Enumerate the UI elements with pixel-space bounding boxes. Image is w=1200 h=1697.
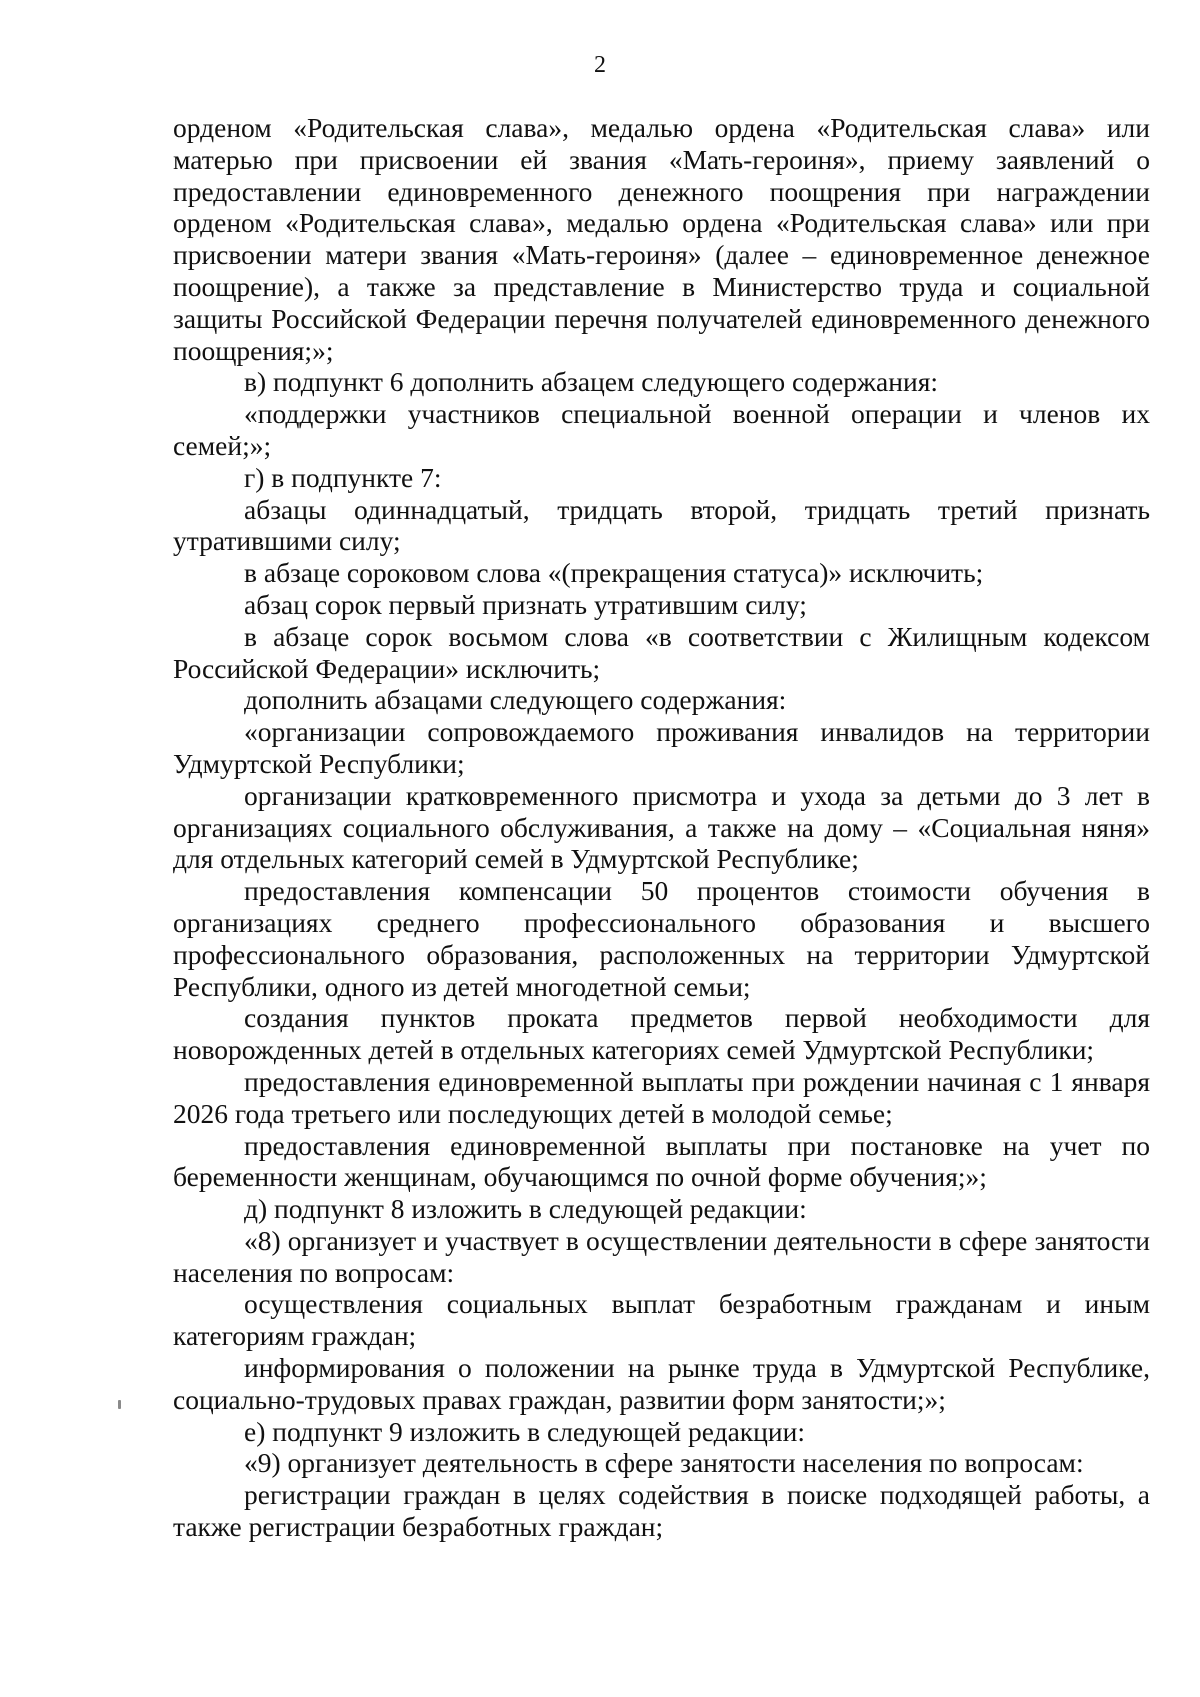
page-number: 2 (594, 52, 606, 78)
paragraph: регистрации граждан в целях содействия в поиске подходящей работы, а также регистрации безработных граждан; (173, 1479, 1150, 1543)
paragraph: создания пунктов проката предметов первой необходимости для новорожденных детей в отдельных категориях семей Удмуртской Республики; (173, 1002, 1150, 1066)
paragraph: орденом «Родительская слава», медалью ордена «Родительская слава» или матерью при присвоении ей звания «Мать-героиня», приему заявлений о предоставлении единовременного денежного поощрения при награждении орденом «Родительская слава», медалью ордена «Родительская слава» или при присвоении матери звания «Мать-героиня» (далее – единовременное денежное поощрение), а также за представление в Министерство труда и социальной защиты Российской Федерации перечня получателей единовременного денежного поощрения;»; (173, 112, 1150, 366)
paragraph: информирования о положении на рынке труда в Удмуртской Республике, социально-трудовых правах граждан, развитии форм занятости;»; (173, 1352, 1150, 1415)
paragraph: е) подпункт 9 изложить в следующей редакции: (244, 1415, 805, 1447)
paragraph: в абзаце сорок восьмом слова «в соответствии с Жилищным кодексом Российской Федерации» исключить; (173, 620, 1150, 684)
paragraph: предоставления единовременной выплаты при рождении начиная с 1 января 2026 года третьего или последующих детей в молодой семье; (173, 1065, 1150, 1129)
paragraph: абзац сорок первый признать утратившим силу; (244, 588, 807, 620)
paragraph: в) подпункт 6 дополнить абзацем следующего содержания: (244, 366, 938, 398)
paragraph: предоставления компенсации 50 процентов стоимости обучения в организациях среднего профессионального образования и высшего профессионального образования, расположенных на территории Удмуртской Республики, одного из детей многодетной семьи; (173, 875, 1150, 1002)
paragraph: предоставления единовременной выплаты при постановке на учет по беременности женщинам, обучающимся по очной форме обучения;»; (173, 1129, 1150, 1193)
document-body (173, 112, 1150, 1543)
scan-speck (118, 1400, 121, 1409)
paragraph: дополнить абзацами следующего содержания: (244, 684, 787, 716)
paragraph: в абзаце сороковом слова «(прекращения статуса)» исключить; (244, 557, 984, 589)
paragraph: г) в подпункте 7: (244, 461, 442, 493)
paragraph: абзацы одиннадцатый, тридцать второй, тридцать третий признать утратившими силу; (173, 493, 1150, 557)
paragraph: «организации сопровождаемого проживания инвалидов на территории Удмуртской Республики; (173, 716, 1150, 779)
paragraph: «8) организует и участвует в осуществлении деятельности в сфере занятости населения по вопросам: (173, 1224, 1150, 1288)
paragraph: д) подпункт 8 изложить в следующей редакции: (244, 1193, 807, 1225)
paragraph: «9) организует деятельность в сфере занятости населения по вопросам: (244, 1447, 1084, 1479)
paragraph: осуществления социальных выплат безработным гражданам и иным категориям граждан; (173, 1288, 1150, 1352)
paragraph: «поддержки участников специальной военной операции и членов их семей;»; (173, 398, 1150, 461)
paragraph: организации кратковременного присмотра и ухода за детьми до 3 лет в организациях социального обслуживания, а также на дому – «Социальная няня» для отдельных категорий семей в Удмуртской Республике; (173, 779, 1150, 875)
